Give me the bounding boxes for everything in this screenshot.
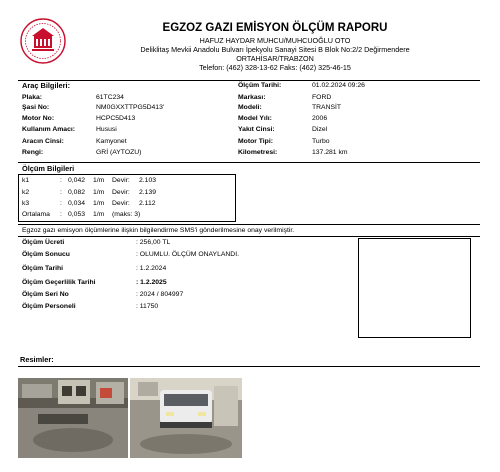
k2-label: k2 xyxy=(22,189,30,196)
serial-value: : 2024 / 804997 xyxy=(136,291,184,298)
fee-label: Ölçüm Ücreti xyxy=(22,239,65,246)
k3-unit: 1/m xyxy=(93,200,105,207)
k1-rpm: 2.103 xyxy=(139,177,157,184)
result-label: Ölçüm Sonucu xyxy=(22,251,70,258)
model-value: TRANSİT xyxy=(312,104,342,111)
divider xyxy=(18,80,480,81)
average-unit: 1/m xyxy=(93,211,105,218)
k2-unit: 1/m xyxy=(93,189,105,196)
average-colon: : xyxy=(60,211,62,218)
sms-notice: Egzoz gazı emisyon ölçümlerine ilişkin bilgilendirme SMS'i gönderilmesine onay verilmiştir. xyxy=(22,227,295,234)
k1-label: k1 xyxy=(22,177,30,184)
mileage-value: 137.281 km xyxy=(312,149,348,156)
average-note: (maks: 3) xyxy=(112,211,141,218)
mileage-label: Kilometresi: xyxy=(238,149,278,156)
measure-date-label: Ölçüm Tarihi: xyxy=(238,82,282,89)
images-section-title: Resimler: xyxy=(20,355,54,364)
average-value: 0,053 xyxy=(68,211,86,218)
chassis-value: NM0GXXTTPG5D413' xyxy=(96,104,165,111)
divider xyxy=(18,224,480,225)
company-name: HAFUZ HAYDAR MUHCU/MUHCUOĞLU OTO xyxy=(199,36,351,45)
report-title: EGZOZ GAZI EMİSYON ÖLÇÜM RAPORU xyxy=(162,22,388,34)
k3-rpm-label: Devir: xyxy=(112,200,130,207)
vehicle-photo-2 xyxy=(130,378,242,458)
divider xyxy=(18,162,480,163)
stamp-box xyxy=(358,238,471,338)
vehicle-type-label: Aracın Cinsi: xyxy=(22,138,64,145)
vehicle-photo-1 xyxy=(18,378,128,458)
k3-rpm: 2.112 xyxy=(139,200,156,207)
fuel-label: Yakıt Cinsi: xyxy=(238,126,275,133)
engine-no-value: HCPC5D413 xyxy=(96,115,136,122)
fuel-value: Dizel xyxy=(312,126,328,133)
vehicle-type-value: Kamyonet xyxy=(96,138,127,145)
engine-no-label: Motor No: xyxy=(22,115,55,122)
brand-value: FORD xyxy=(312,94,332,101)
color-value: GRİ (AYTOZU) xyxy=(96,149,142,156)
company-phone: Telefon: (462) 328-13-62 Faks: (462) 325-46-15 xyxy=(199,63,351,72)
validity-label: Ölçüm Geçerlilik Tarihi xyxy=(22,279,96,286)
k1-rpm-label: Devir: xyxy=(112,177,130,184)
color-label: Rengi: xyxy=(22,149,44,156)
measure-date-value: 01.02.2024 09:26 xyxy=(312,82,365,89)
usage-value: Hususi xyxy=(96,126,117,133)
serial-label: Ölçüm Seri No xyxy=(22,291,69,298)
date-label: Ölçüm Tarihi xyxy=(22,265,64,272)
brand-label: Markası: xyxy=(238,94,266,101)
k2-rpm: 2.139 xyxy=(139,189,157,196)
personnel-label: Ölçüm Personeli xyxy=(22,303,76,310)
company-address: Deliklitaş Mevkii Anadolu Bulvarı İpekyolu Sanayi Sitesi B Blok No:2/2 Değirmendere xyxy=(140,45,410,54)
k3-colon: : xyxy=(60,200,62,207)
k1-unit: 1/m xyxy=(93,177,105,184)
k2-rpm-label: Devir: xyxy=(112,189,130,196)
chassis-label: Şasi No: xyxy=(22,104,50,111)
k3-value: 0,034 xyxy=(68,200,86,207)
personnel-value: : 11750 xyxy=(136,303,159,310)
k1-colon: : xyxy=(60,177,62,184)
average-label: Ortalama xyxy=(22,211,50,218)
ministry-emblem-icon xyxy=(20,18,66,64)
vehicle-section-title: Araç Bilgileri: xyxy=(22,81,71,90)
k1-value: 0,042 xyxy=(68,177,86,184)
plate-value: 61TC234 xyxy=(96,94,124,101)
plate-label: Plaka: xyxy=(22,94,43,101)
k2-colon: : xyxy=(60,189,62,196)
divider xyxy=(18,366,480,367)
result-value: : OLUMLU. ÖLÇÜM ONAYLANDI. xyxy=(136,251,239,258)
k3-label: k3 xyxy=(22,200,30,207)
company-city: ORTAHİSAR/TRABZON xyxy=(236,54,314,63)
model-label: Modeli: xyxy=(238,104,262,111)
k2-value: 0,082 xyxy=(68,189,86,196)
usage-label: Kullanım Amacı: xyxy=(22,126,76,133)
engine-type-value: Turbo xyxy=(312,138,330,145)
divider xyxy=(18,236,480,237)
validity-value: : 1.2.2025 xyxy=(136,279,167,286)
engine-type-label: Motor Tipi: xyxy=(238,138,273,145)
fee-value: : 256,00 TL xyxy=(136,239,171,246)
measurement-section-title: Ölçüm Bilgileri xyxy=(22,164,75,173)
model-year-value: 2006 xyxy=(312,115,328,122)
model-year-label: Model Yılı: xyxy=(238,115,272,122)
date-value: : 1.2.2024 xyxy=(136,265,167,272)
